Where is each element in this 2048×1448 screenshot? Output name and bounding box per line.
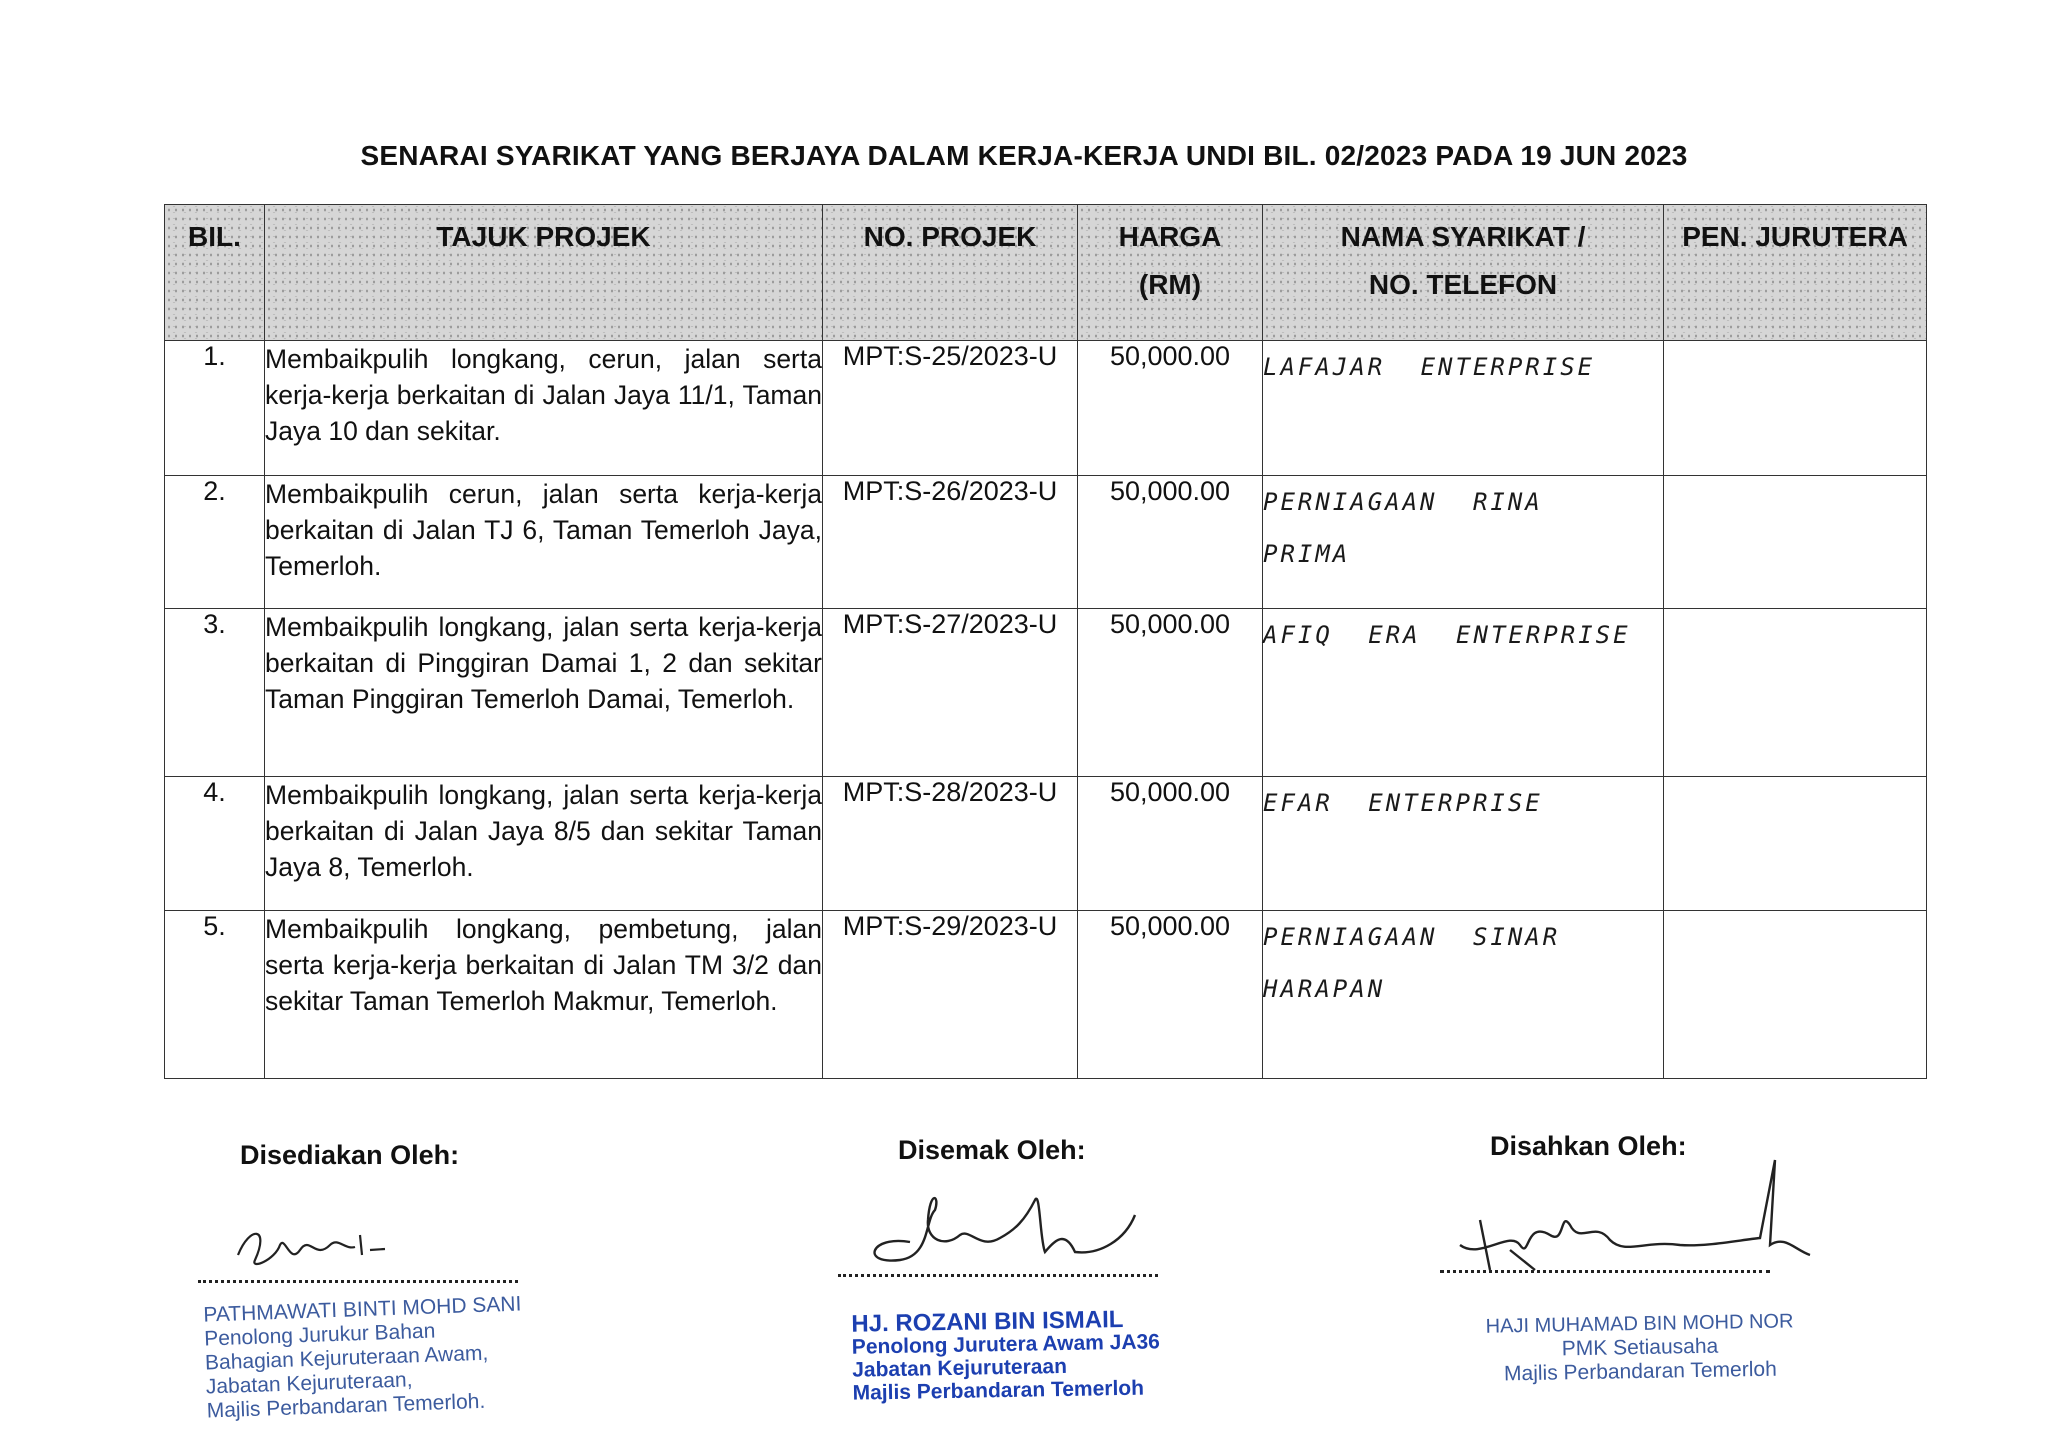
row-pen-jurutera [1664,341,1927,476]
document-title: SENARAI SYARIKAT YANG BERJAYA DALAM KERJA-KERJA UNDI BIL. 02/2023 PADA 19 JUN 2023 [360,140,1688,171]
prepared-officer-line: Majlis Perbandaran Temerloh. [206,1389,486,1423]
handwritten-company: PERNIAGAAN RINA PRIMA [1263,488,1543,568]
reviewed-by-block [898,1135,1086,1166]
header-harga-line2: (RM) [1138,268,1202,300]
table-row [165,911,1927,1079]
row-harga: 50,000.00 [1078,476,1263,609]
row-tajuk: Membaikpulih longkang, cerun, jalan serta kerja-kerja berkaitan di Jalan Jaya 11/1, Taman Jaya 10 dan sekitar. [265,341,823,476]
row-tajuk: Membaikpulih longkang, jalan serta kerja-kerja berkaitan di Pinggiran Damai 1, 2 dan sekitar Taman Pinggiran Temerloh Damai, Temerloh. [265,609,823,777]
results-table [164,204,1927,1079]
reviewed-officer-line: Penolong Jurutera Awam JA36 [851,1330,1161,1359]
reviewed-signature [850,1180,1150,1280]
row-bil: 4. [165,777,265,911]
approved-officer-details [1459,1309,1820,1387]
row-no-projek: MPT:S-29/2023-U [823,911,1078,1079]
prepared-signature [220,1205,390,1285]
row-no-projek: MPT:S-25/2023-U [823,341,1078,476]
handwritten-company: LAFAJAR ENTERPRISE [1263,353,1596,381]
header-pen: PEN. JURUTERA [1664,205,1927,341]
reviewed-officer-stamp [851,1307,1161,1404]
row-no-projek: MPT:S-26/2023-U [823,476,1078,609]
row-syarikat [1263,341,1664,476]
table-row [165,609,1927,777]
handwritten-company: EFAR ENTERPRISE [1263,789,1543,817]
prepared-by-block [240,1140,459,1171]
row-no-projek: MPT:S-28/2023-U [823,777,1078,911]
header-harga-line1: HARGA [1118,221,1222,252]
row-syarikat [1263,609,1664,777]
table-header-row [165,205,1927,341]
header-nama-line2: NO. TELEFON [1368,268,1558,300]
prepared-officer-line: Penolong Jurukur Bahan [203,1319,436,1351]
prepared-officer-name: PATHMAWATI BINTI MOHD SANI [203,1292,522,1327]
row-harga: 50,000.00 [1078,341,1263,476]
header-no-projek: NO. PROJEK [823,205,1078,341]
row-syarikat [1263,911,1664,1079]
row-harga: 50,000.00 [1078,609,1263,777]
row-harga: 50,000.00 [1078,777,1263,911]
header-tajuk: TAJUK PROJEK [265,205,823,341]
row-tajuk: Membaikpulih cerun, jalan serta kerja-kerja berkaitan di Jalan TJ 6, Taman Temerloh Jaya, Temerloh. [265,476,823,609]
row-pen-jurutera [1664,609,1927,777]
row-tajuk: Membaikpulih longkang, jalan serta kerja-kerja berkaitan di Jalan Jaya 8/5 dan sekitar Taman Jaya 8, Temerloh. [265,777,823,911]
table-row [165,476,1927,609]
table-row [165,777,1927,911]
table-row [165,341,1927,476]
row-bil: 5. [165,911,265,1079]
prepared-by-heading: Disediakan Oleh: [240,1140,460,1170]
header-nama-line1: NAMA SYARIKAT / [1340,221,1586,252]
handwritten-company: PERNIAGAAN SINAR HARAPAN [1263,923,1561,1003]
row-pen-jurutera [1664,911,1927,1079]
row-syarikat [1263,777,1664,911]
row-bil: 3. [165,609,265,777]
row-bil: 2. [165,476,265,609]
reviewed-officer-name: HJ. ROZANI BIN ISMAIL [851,1305,1124,1338]
row-harga: 50,000.00 [1078,911,1263,1079]
approved-signature-line [1440,1268,1770,1273]
approved-officer-line: PMK Setiausaha [1561,1334,1719,1361]
approved-by-heading: Disahkan Oleh: [1490,1131,1687,1161]
prepared-officer-line: Jabatan Kejuruteraan, [205,1368,413,1399]
row-pen-jurutera [1664,777,1927,911]
header-nama [1263,205,1664,341]
prepared-officer-line: Bahagian Kejuruteraan Awam, [204,1341,489,1375]
handwritten-company: AFIQ ERA ENTERPRISE [1263,621,1631,649]
reviewed-officer-line: Majlis Perbandaran Temerloh [852,1376,1145,1405]
row-no-projek: MPT:S-27/2023-U [823,609,1078,777]
row-bil: 1. [165,341,265,476]
prepared-officer-details [203,1292,525,1423]
header-harga [1078,205,1263,341]
approved-signature [1450,1150,1830,1280]
reviewed-by-heading: Disemak Oleh: [898,1135,1086,1165]
approved-officer-name: HAJI MUHAMAD BIN MOHD NOR [1485,1310,1794,1338]
row-tajuk: Membaikpulih longkang, pembetung, jalan serta kerja-kerja berkaitan di Jalan TM 3/2 dan sekitar Taman Temerloh Makmur, Temerloh. [265,911,823,1079]
header-bil: BIL. [165,205,265,341]
reviewed-signature-line [838,1272,1158,1277]
prepared-signature-line [198,1278,518,1283]
approved-officer-line: Majlis Perbandaran Temerloh [1503,1357,1777,1386]
reviewed-officer-line: Jabatan Kejuruteraan [852,1354,1068,1382]
row-pen-jurutera [1664,476,1927,609]
row-syarikat [1263,476,1664,609]
